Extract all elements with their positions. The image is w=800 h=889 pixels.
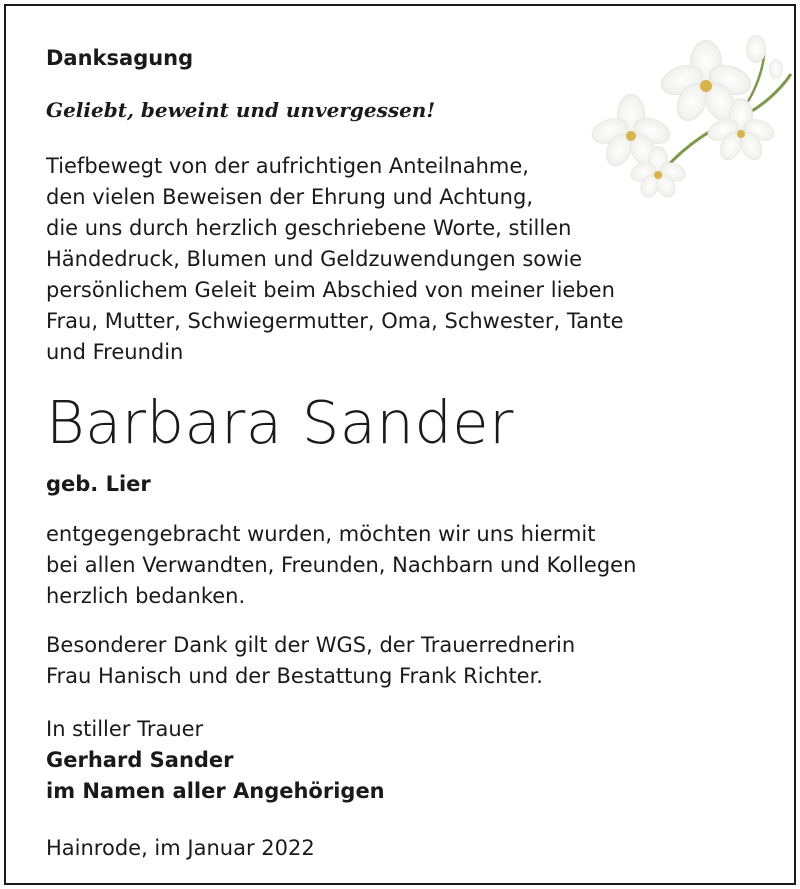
special-thanks-paragraph (46, 630, 575, 692)
intro-paragraph (46, 151, 624, 368)
signatory-name: Gerhard Sander (46, 748, 234, 772)
thanks-paragraph (46, 519, 636, 612)
notice-heading: Danksagung (46, 46, 194, 70)
birth-name: geb. Lier (46, 472, 151, 496)
special-thanks-line: Frau Hanisch und der Bestattung Frank Richter. (46, 664, 543, 688)
intro-line: persönlichem Geleit beim Abschied von meiner lieben (46, 278, 615, 302)
obituary-notice (4, 4, 796, 885)
notice-motto: Geliebt, beweint und unvergessen! (46, 98, 436, 122)
deceased-name: Barbara Sander (46, 388, 514, 457)
on-behalf-line: im Namen aller Angehörigen (46, 779, 385, 803)
intro-line: die uns durch herzlich geschriebene Worte, stillen (46, 216, 572, 240)
intro-line: Händedruck, Blumen und Geldzuwendungen sowie (46, 247, 583, 271)
thanks-line: herzlich bedanken. (46, 584, 246, 608)
thanks-line: bei allen Verwandten, Freunden, Nachbarn und Kollegen (46, 553, 637, 577)
signoff (46, 714, 385, 807)
place-date: Hainrode, im Januar 2022 (46, 836, 315, 860)
intro-line: den vielen Beweisen der Ehrung und Achtung, (46, 185, 533, 209)
intro-line: Frau, Mutter, Schwiegermutter, Oma, Schwester, Tante (46, 309, 624, 333)
intro-line: und Freundin (46, 340, 184, 364)
intro-line: Tiefbewegt von der aufrichtigen Anteilnahme, (46, 154, 529, 178)
special-thanks-line: Besonderer Dank gilt der WGS, der Trauerrednerin (46, 633, 576, 657)
mourning-phrase: In stiller Trauer (46, 717, 204, 741)
thanks-line: entgegengebracht wurden, möchten wir uns hiermit (46, 522, 596, 546)
